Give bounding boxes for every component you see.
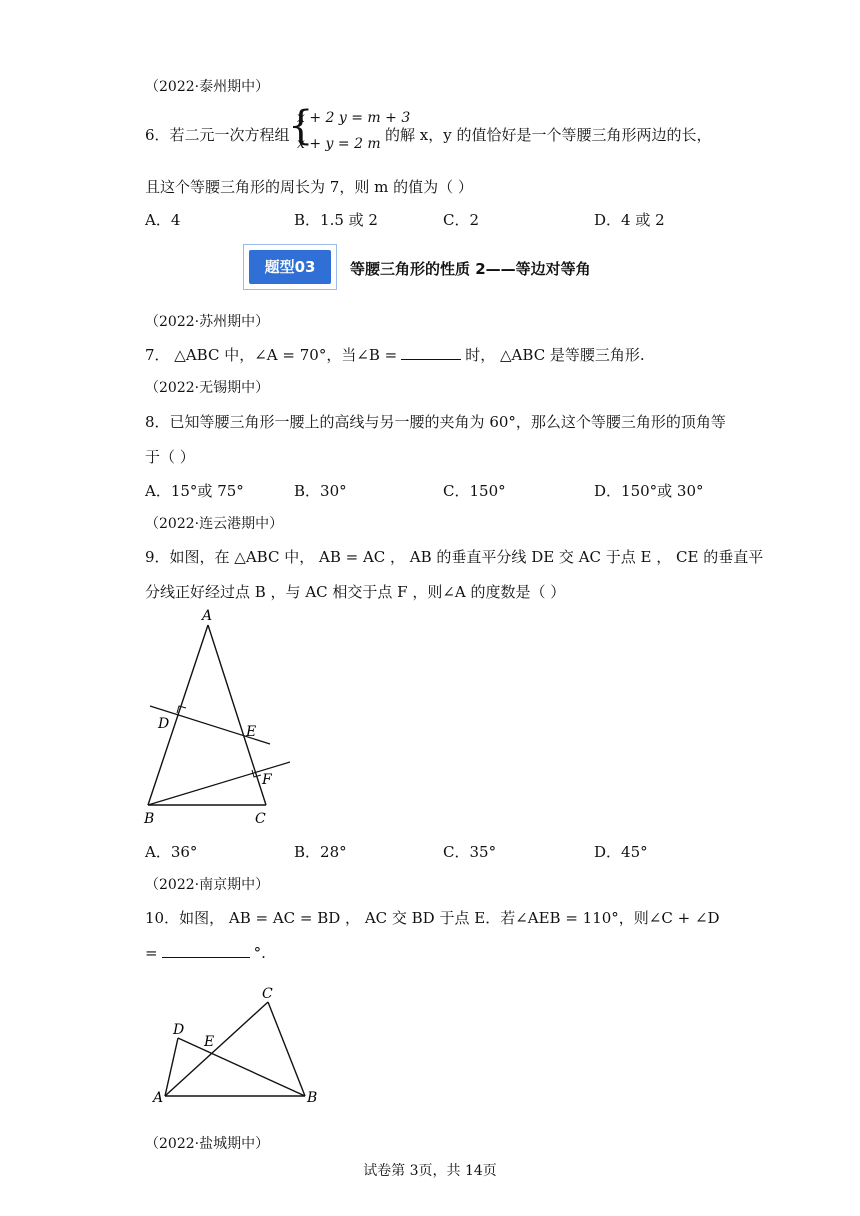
q10-figure [145, 980, 335, 1110]
q9-line2: 分线正好经过点 B ，与 AC 相交于点 F ，则∠A 的度数是（ ） [145, 583, 566, 601]
source-tag: （2022·苏州期中） [145, 314, 270, 330]
q10-unit: °. [253, 944, 266, 962]
q6-option-d: D．4 或 2 [594, 211, 665, 229]
q7-part1: 7． △ABC 中，∠A = 70°，当∠B = [145, 346, 398, 364]
q9-line1: 9．如图，在 △ABC 中， AB = AC ， AB 的垂直平分线 DE 交 AC 于点 E ， CE 的垂直平 [145, 548, 764, 566]
q10-label-a: A [153, 1090, 164, 1106]
q6-option-a: A．4 [145, 211, 181, 229]
q6-option-b: B．1.5 或 2 [294, 211, 378, 229]
q9-label-c: C [255, 811, 266, 827]
system-brace: { [288, 103, 314, 149]
q7-text [145, 344, 645, 365]
source-tag: （2022·无锡期中） [145, 380, 270, 396]
q9-option-c: C．35° [443, 843, 497, 861]
section-title: 等腰三角形的性质 2——等边对等角 [350, 260, 591, 278]
q9-option-d: D．45° [594, 843, 648, 861]
q10-label-b: B [307, 1090, 318, 1106]
q9-label-e: E [246, 724, 257, 740]
q9-figure [140, 600, 300, 830]
section-badge-label: 题型03 [264, 258, 316, 276]
q9-label-a: A [202, 608, 213, 624]
q6-prefix: 6．若二元一次方程组 [145, 126, 290, 144]
page-footer: 试卷第 3页，共 14页 [363, 1163, 497, 1179]
q8-option-c: C．150° [443, 482, 506, 500]
q10-label-e: E [204, 1034, 215, 1050]
source-tag: （2022·盐城期中） [145, 1136, 270, 1152]
q7-part2: 时， △ABC 是等腰三角形. [465, 346, 645, 364]
q8-option-d: D．150°或 30° [594, 482, 704, 500]
q8-option-b: B．30° [294, 482, 347, 500]
q10-label-d: D [173, 1022, 185, 1038]
section-badge [243, 244, 337, 290]
q6-option-c: C．2 [443, 211, 480, 229]
q6-line2: 且这个等腰三角形的周长为 7，则 m 的值为（ ） [145, 178, 473, 196]
source-tag: （2022·泰州期中） [145, 79, 270, 95]
source-tag: （2022·连云港期中） [145, 516, 284, 532]
q10-equals: = [145, 944, 158, 962]
q8-line1: 8．已知等腰三角形一腰上的高线与另一腰的夹角为 60°，那么这个等腰三角形的顶角等 [145, 413, 726, 431]
q10-label-c: C [262, 986, 273, 1002]
q9-label-b: B [144, 811, 155, 827]
q9-label-d: D [158, 716, 170, 732]
q8-option-a: A．15°或 75° [145, 482, 244, 500]
q9-option-b: B．28° [294, 843, 347, 861]
q6-equation-2: x + y = 2 m [297, 136, 381, 152]
q6-equation-1: x + 2 y = m + 3 [297, 110, 411, 126]
q10-line1: 10．如图， AB = AC = BD ， AC 交 BD 于点 E．若∠AEB = 110°，则∠C + ∠D [145, 909, 720, 927]
q8-line2: 于（ ） [145, 448, 195, 466]
q7-answer-blank [401, 345, 461, 360]
source-tag: （2022·南京期中） [145, 877, 270, 893]
q6-suffix: 的解 x，y 的值恰好是一个等腰三角形两边的长， [385, 126, 712, 144]
q9-option-a: A．36° [145, 843, 198, 861]
q10-answer-blank [162, 943, 250, 958]
q9-label-f: F [262, 772, 272, 788]
q10-line2 [145, 943, 266, 962]
